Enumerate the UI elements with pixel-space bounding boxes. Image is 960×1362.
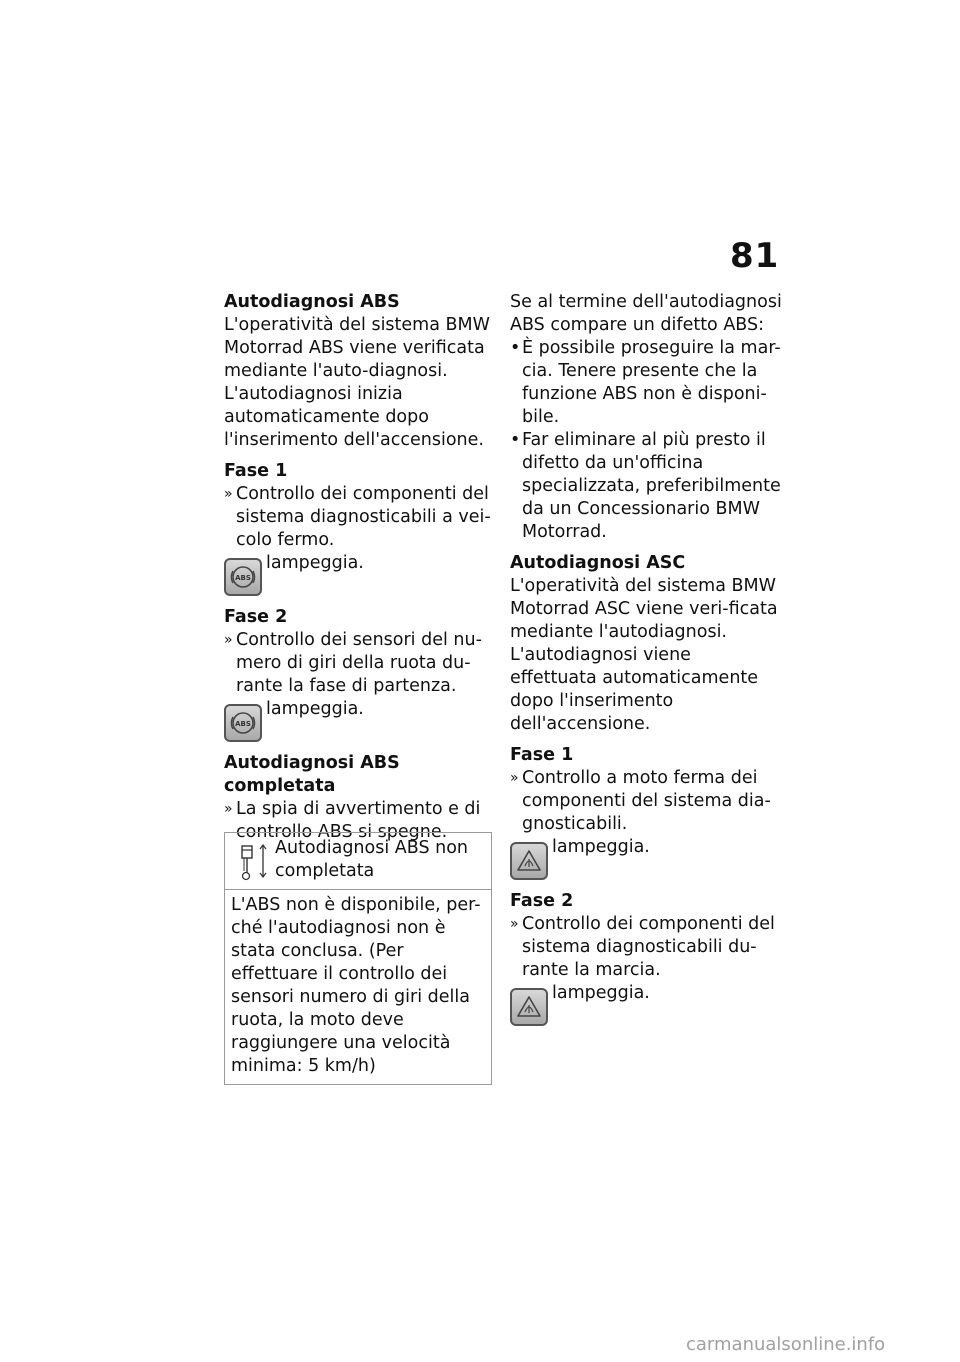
heading-asc-selfdiagnosis: Autodiagnosi ASC [510, 553, 686, 573]
page-number: 81 [730, 236, 780, 276]
notice-title: Autodiagnosi ABS non completata [275, 838, 469, 881]
abs-step1-item [224, 483, 492, 552]
asc-step2-item [510, 913, 782, 982]
asc-step2-text: Controllo dei componenti del sistema diagnosticabili du-rante la marcia. [522, 914, 775, 980]
asc-step2-indicator [510, 982, 782, 1028]
dot-marker: • [510, 430, 521, 450]
abs-step2-title: Fase 2 [224, 607, 288, 627]
asc-step1-indicator [510, 836, 782, 882]
abs-intro-text: L'operatività del sistema BMW Motorrad ABS viene verificata mediante l'auto-diagnosi. L'autodiagnosi inizia automaticamente dopo l'inserimento dell'accensione. [224, 315, 490, 450]
asc-warning-icon [510, 988, 548, 1026]
asc-step2-title: Fase 2 [510, 891, 574, 911]
abs-complete-text: La spia di avvertimento e di controllo ABS si spegne. [236, 799, 481, 842]
notice-body: L'ABS non è disponibile, per-ché l'autodiagnosi non è stata conclusa. (Per effettuare il controllo dei sensori numero di giri della ruota, la moto deve raggiungere una velocità minima: 5 km/h) [231, 895, 481, 1076]
asc-step1-item [510, 767, 782, 836]
bullet-marker: » [224, 632, 233, 648]
dot-marker: • [510, 338, 521, 358]
bullet-marker: » [224, 486, 233, 502]
abs-fault-item-2 [510, 429, 782, 544]
asc-step1-icon-text: lampeggia. [552, 837, 650, 857]
watermark: carmanualsonline.info [686, 1334, 886, 1355]
notice-header [225, 833, 491, 890]
abs-step1-text: Controllo dei componenti del sistema diagnosticabili a vei-colo fermo. [236, 484, 491, 550]
abs-step1-icon-text: lampeggia. [266, 553, 364, 573]
notice-box [224, 832, 492, 1085]
abs-fault-text-2: Far eliminare al più presto il difetto da un'officina specializzata, preferibilmente da un Concessionario BMW Motorrad. [522, 430, 781, 542]
asc-warning-icon [510, 842, 548, 880]
abs-step2-indicator [224, 698, 492, 744]
abs-fault-text-1: È possibile proseguire la mar-cia. Tenere presente che la funzione ABS non è disponi-bile. [522, 338, 781, 427]
abs-step2-text: Controllo dei sensori del nu-mero di giri della ruota du-rante la fase di partenza. [236, 630, 482, 696]
bullet-marker: » [510, 916, 519, 932]
asc-step1-title: Fase 1 [510, 745, 574, 765]
abs-step1-indicator [224, 552, 492, 598]
asc-intro-text: L'operatività del sistema BMW Motorrad ASC viene veri-ficata mediante l'autodiagnosi. L'autodiagnosi viene effettuata automaticamente dopo l'inserimento dell'accensione. [510, 576, 778, 734]
abs-icon-label: ABS [235, 720, 251, 728]
abs-step2-icon-text: lampeggia. [266, 699, 364, 719]
bullet-marker: » [510, 770, 519, 786]
abs-warning-icon [224, 704, 262, 742]
motorcycle-speed-icon [239, 841, 269, 881]
heading-abs-complete: Autodiagnosi ABS completata [224, 753, 400, 796]
abs-fault-intro: Se al termine dell'autodiagnosi ABS compare un difetto ABS: [510, 292, 782, 335]
asc-step1-text: Controllo a moto ferma dei componenti del sistema dia-gnosticabili. [522, 768, 771, 834]
abs-step2-item [224, 629, 492, 698]
abs-icon-label: ABS [235, 574, 251, 582]
bullet-marker: » [224, 801, 233, 817]
right-column [510, 291, 782, 1028]
heading-abs-selfdiagnosis: Autodiagnosi ABS [224, 292, 400, 312]
asc-step2-icon-text: lampeggia. [552, 983, 650, 1003]
abs-warning-icon [224, 558, 262, 596]
abs-fault-item-1 [510, 337, 782, 429]
abs-step1-title: Fase 1 [224, 461, 288, 481]
left-column [224, 291, 492, 844]
